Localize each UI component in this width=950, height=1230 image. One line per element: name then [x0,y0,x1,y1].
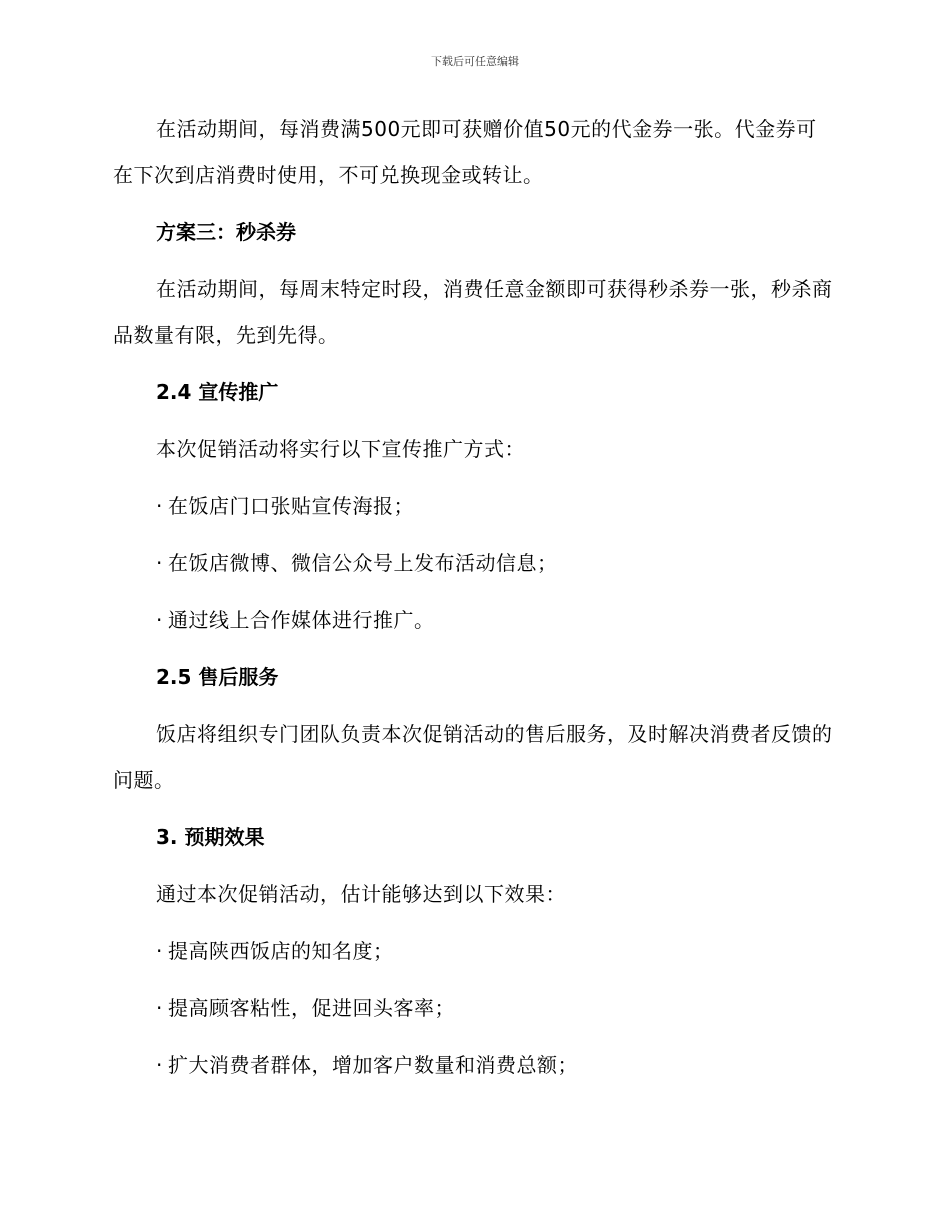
list-item [113,540,833,586]
heading-promotion: 2.4 宣传推广 [156,380,279,404]
list-item-text: 在饭店微博、微信公众号上发布活动信息； [168,551,558,575]
bullet-dot: · [156,494,163,518]
list-item [113,928,833,974]
bullet-dot: · [156,996,163,1020]
heading-after-sales: 2.5 售后服务 [156,665,279,689]
list-item [113,985,833,1031]
paragraph-after-sales-description: 饭店将组织专门团队负责本次促销活动的售后服务，及时解决消费者反馈的问题。 [113,722,833,792]
bullet-dot: · [156,551,163,575]
list-item-text: 在饭店门口张贴宣传海报； [168,494,414,518]
list-item [113,1042,833,1088]
bullet-dot: · [156,608,163,632]
heading-expected-results: 3. 预期效果 [156,825,265,849]
heading-plan-three: 方案三：秒杀券 [156,220,296,244]
bullet-dot: · [156,1053,163,1077]
paragraph-flash-sale-description: 在活动期间，每周末特定时段，消费任意金额即可获得秒杀券一张，秒杀商品数量有限，先到先得。 [113,277,833,347]
paragraph-promotion-intro: 本次促销活动将实行以下宣传推广方式： [156,437,525,461]
page-header-watermark: 下载后可任意编辑 [431,55,519,68]
list-item-text: 提高顾客粘性，促进回头客率； [168,996,455,1020]
list-item [113,483,833,529]
list-item-text: 提高陕西饭店的知名度； [168,939,394,963]
list-item-text: 扩大消费者群体，增加客户数量和消费总额； [168,1053,578,1077]
list-item-text: 通过线上合作媒体进行推广。 [168,608,435,632]
list-item [113,597,833,643]
paragraph-voucher-description: 在活动期间，每消费满500元即可获赠价值50元的代金券一张。代金券可在下次到店消费时使用，不可兑换现金或转让。 [113,117,817,187]
bullet-dot: · [156,939,163,963]
paragraph-expected-intro: 通过本次促销活动，估计能够达到以下效果： [156,882,566,906]
document-body [113,106,833,1099]
